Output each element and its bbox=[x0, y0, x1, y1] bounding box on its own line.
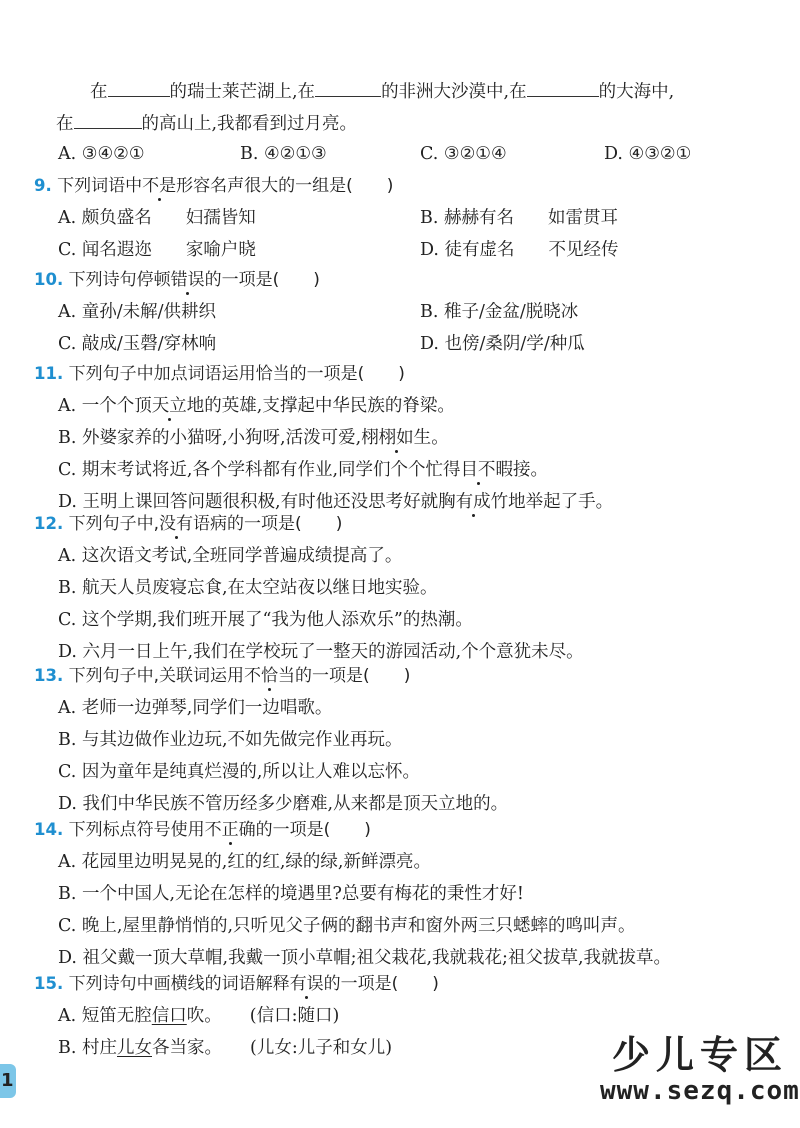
emphasis-text: 胸有成竹 bbox=[438, 492, 509, 512]
underlined-word: 儿女 bbox=[117, 1038, 152, 1058]
q8-text: 的大海中, bbox=[598, 82, 675, 102]
q8-text: 在 bbox=[56, 114, 74, 134]
q8-text: 在 bbox=[90, 82, 108, 102]
q14-stem bbox=[34, 818, 371, 842]
q8-option-a: A. ③④②① bbox=[58, 144, 145, 164]
answer-paren: ) bbox=[386, 176, 394, 196]
question-number: 9. bbox=[34, 176, 52, 195]
q13-stem bbox=[34, 664, 410, 688]
stem-text: 下列词语中 bbox=[57, 176, 143, 196]
q10-option-c: C. 敲成/玉磬/穿林响 bbox=[58, 334, 217, 354]
q10-option-a: A. 童孙/未解/供耕织 bbox=[58, 302, 217, 322]
emphasis-text: 顶天立地 bbox=[134, 396, 205, 416]
q8-text: 的非洲大沙漠中,在 bbox=[381, 82, 527, 102]
q8-option-c: C. ③②①④ bbox=[420, 144, 507, 164]
question-number: 15. bbox=[34, 974, 64, 993]
question-number: 11. bbox=[34, 364, 64, 383]
q10-option-d: D. 也傍/桑阴/学/种瓜 bbox=[420, 334, 585, 354]
emphasis-text: 不恰当 bbox=[244, 666, 296, 686]
page-number-tab bbox=[0, 1064, 16, 1098]
emphasis-text: 错误 bbox=[170, 270, 205, 290]
stem-text: 的一项是( bbox=[255, 820, 331, 840]
q12-option-a: A. 这次语文考试,全班同学普遍成绩提高了。 bbox=[58, 546, 403, 566]
q10-option-b: B. 稚子/金盆/脱晓冰 bbox=[420, 302, 579, 322]
q14-option-c: C. 晚上,屋里静悄悄的,只听见父子俩的翻书声和窗外两三只蟋蟀的鸣叫声。 bbox=[58, 916, 636, 936]
q8-option-b: B. ④②①③ bbox=[240, 144, 327, 164]
q12-option-c: C. 这个学期,我们班开展了“我为他人添欢乐”的热潮。 bbox=[58, 610, 473, 630]
q9-option-c: C. 闻名遐迩 家喻户晓 bbox=[58, 240, 256, 260]
q13-option-a: A. 老师一边弹琴,同学们一边唱歌。 bbox=[58, 698, 333, 718]
emphasis-text: 栩栩如生 bbox=[361, 428, 432, 448]
answer-paren: ) bbox=[335, 514, 343, 534]
q13-option-d: D. 我们中华民族不管历经多少磨难,从来都是顶天立地的。 bbox=[58, 794, 509, 814]
q11-option-d: D. 王明上课回答问题很积极,有时他还没思考好就胸有成竹地举起了手。 bbox=[58, 492, 614, 512]
stem-text: 下列句子中,关联词运用 bbox=[68, 666, 245, 686]
emphasis-text: 不正确 bbox=[204, 820, 256, 840]
q8-text: 的瑞士莱芒湖上,在 bbox=[169, 82, 316, 102]
q9-stem bbox=[34, 174, 393, 198]
q15-option-a: A. 短笛无腔信口吹。 (信口:随口) bbox=[58, 1006, 340, 1026]
watermark-url: www.sezq.com bbox=[600, 1076, 800, 1106]
question-number: 14. bbox=[34, 820, 64, 839]
stem-text: 的一项是( bbox=[295, 666, 370, 686]
page-number: 1 bbox=[1, 1070, 14, 1091]
q8-option-d: D. ④③②① bbox=[604, 144, 692, 164]
stem-text: 语病的一项是( bbox=[193, 514, 302, 534]
stem-text: 的一项是( bbox=[323, 974, 399, 994]
answer-paren: ) bbox=[364, 820, 371, 840]
q12-stem bbox=[34, 512, 342, 536]
stem-text: 下列标点符号使用 bbox=[68, 820, 205, 840]
q13-option-c: C. 因为童年是纯真烂漫的,所以让人难以忘怀。 bbox=[58, 762, 420, 782]
q10-stem bbox=[34, 268, 320, 292]
answer-blank bbox=[108, 78, 170, 97]
q11-option-b: B. 外婆家养的小猫呀,小狗呀,活泼可爱,栩栩如生。 bbox=[58, 428, 449, 448]
question-number: 13. bbox=[34, 666, 64, 685]
stem-text: 下列句子中, bbox=[68, 514, 160, 534]
answer-paren: ) bbox=[313, 270, 320, 290]
stem-text: 的一项是( bbox=[204, 270, 280, 290]
q9-option-a: A. 颇负盛名 妇孺皆知 bbox=[58, 208, 256, 228]
q11-option-c: C. 期末考试将近,各个学科都有作业,同学们个个忙得目不暇接。 bbox=[58, 460, 549, 480]
stem-text: 下列诗句停顿 bbox=[68, 270, 171, 290]
emphasis-text: 没有 bbox=[159, 514, 194, 534]
stem-text: 形容名声很大的一组是( bbox=[176, 176, 353, 196]
q8-line-2 bbox=[56, 110, 357, 136]
q14-option-d: D. 祖父戴一顶大草帽,我戴一顶小草帽;祖父栽花,我就栽花;祖父拔草,我就拔草。 bbox=[58, 948, 672, 968]
q12-option-d: D. 六月一日上午,我们在学校玩了一整天的游园活动,个个意犹未尽。 bbox=[58, 642, 584, 662]
q8-line-1 bbox=[90, 78, 674, 104]
q14-option-a: A. 花园里边明晃晃的,红的红,绿的绿,新鲜漂亮。 bbox=[58, 852, 431, 872]
answer-blank bbox=[315, 78, 381, 97]
q15-stem bbox=[34, 972, 439, 996]
definition-note: (儿女:儿子和女儿) bbox=[250, 1038, 393, 1058]
underlined-word: 信口 bbox=[151, 1006, 187, 1026]
emphasis-text: 不是 bbox=[142, 176, 177, 196]
q14-option-b: B. 一个中国人,无论在怎样的境遇里?总要有梅花的秉性才好! bbox=[58, 884, 524, 904]
answer-paren: ) bbox=[398, 364, 405, 384]
q11-option-a: A. 一个个顶天立地的英雄,支撑起中华民族的脊梁。 bbox=[58, 396, 455, 416]
question-number: 12. bbox=[34, 514, 64, 533]
watermark-title: 少儿专区 bbox=[612, 1033, 789, 1077]
emphasis-text: 有误 bbox=[289, 974, 324, 994]
question-number: 10. bbox=[34, 270, 64, 289]
answer-paren: ) bbox=[403, 666, 411, 686]
definition-note: (信口:随口) bbox=[249, 1006, 340, 1026]
q8-text: 的高山上,我都看到过月亮。 bbox=[141, 114, 358, 134]
answer-blank bbox=[74, 110, 142, 129]
answer-paren: ) bbox=[432, 974, 439, 994]
q11-stem bbox=[34, 362, 405, 386]
q15-option-b: B. 村庄儿女各当家。 (儿女:儿子和女儿) bbox=[58, 1038, 393, 1058]
q12-option-b: B. 航天人员废寝忘食,在太空站夜以继日地实验。 bbox=[58, 578, 438, 598]
stem-text: 下列句子中加点词语运用恰当的一项是( bbox=[68, 364, 365, 384]
q9-option-d: D. 徒有虚名 不见经传 bbox=[420, 240, 619, 260]
stem-text: 下列诗句中画横线的词语解释 bbox=[68, 974, 290, 994]
q9-option-b: B. 赫赫有名 如雷贯耳 bbox=[420, 208, 618, 228]
answer-blank bbox=[527, 78, 599, 97]
emphasis-text: 忙得目不暇接 bbox=[425, 460, 531, 480]
q13-option-b: B. 与其边做作业边玩,不如先做完作业再玩。 bbox=[58, 730, 403, 750]
